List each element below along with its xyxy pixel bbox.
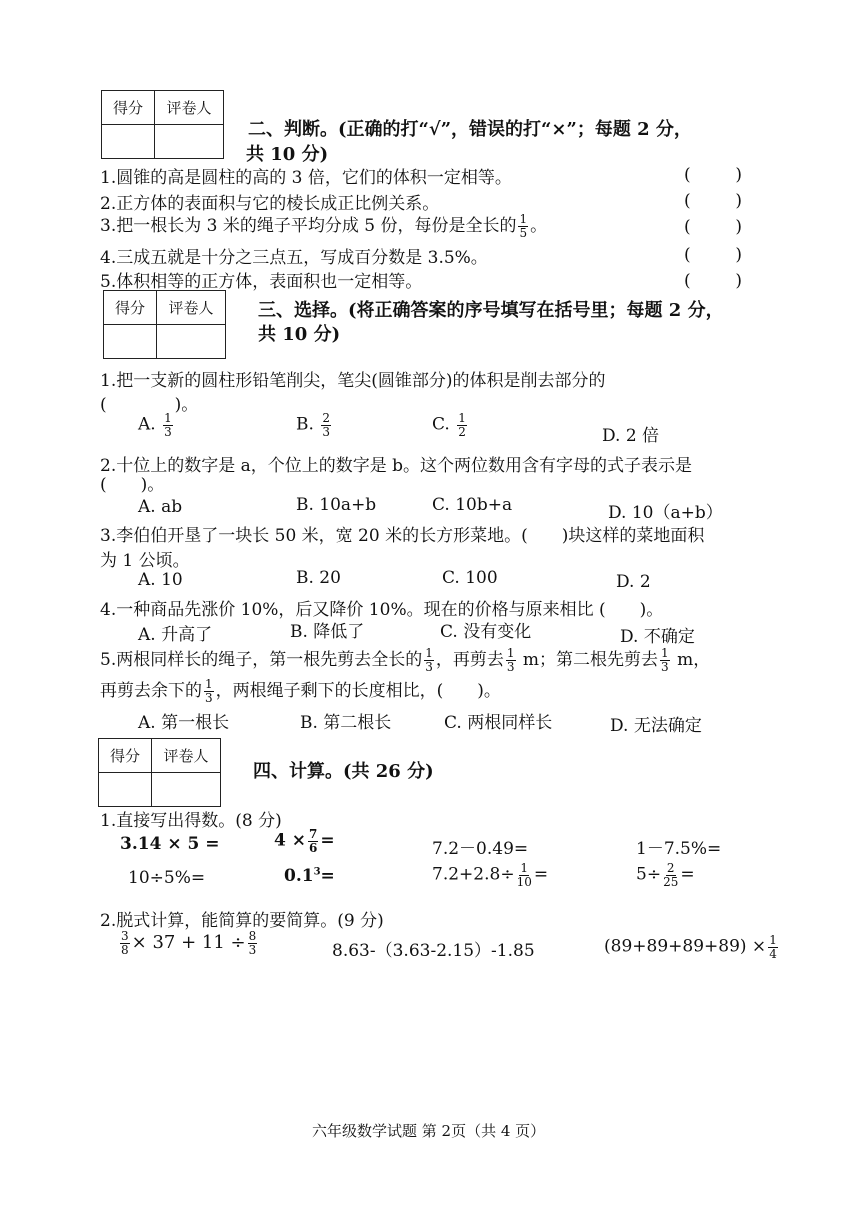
option-a: A. $\frac{1}{3}$ bbox=[138, 411, 172, 439]
answer-blank[interactable]: ( ) bbox=[684, 191, 742, 211]
choice-q3: 3.李伯伯开垦了一块长 50 米，宽 20 米的长方形菜地。( )块这样的菜地面积 bbox=[100, 526, 705, 546]
option-b: B. 第二根长 bbox=[300, 713, 392, 733]
score-cell bbox=[104, 325, 157, 359]
choice-q4: 4.一种商品先涨价 10%，后又降价 10%。现在的价格与原来相比 ( )。 bbox=[100, 600, 664, 620]
score-label: 得分 bbox=[104, 291, 157, 325]
option-b: B. 20 bbox=[296, 568, 341, 588]
calc-expr-2: 8.63-（3.63-2.15）-1.85 bbox=[332, 941, 535, 961]
judge-item-2: 2.正方体的表面积与它的棱长成正比例关系。 bbox=[100, 194, 440, 214]
choice-q2-blank[interactable]: ( )。 bbox=[100, 475, 165, 495]
grader-cell bbox=[157, 325, 226, 359]
calc-q: 4 × $\frac{7}{6}$ = bbox=[274, 827, 335, 855]
option-d: D. 2 倍 bbox=[602, 426, 660, 446]
option-c: C. 10b+a bbox=[432, 495, 513, 515]
option-c: C. $\frac{1}{2}$ bbox=[432, 411, 466, 439]
calc-part-2: 2.脱式计算，能简算的要简算。(9 分) bbox=[100, 911, 384, 931]
option-a: A. 10 bbox=[138, 570, 183, 590]
choice-title-2: 共 10 分) bbox=[258, 324, 341, 345]
option-c: C. 100 bbox=[442, 568, 498, 588]
calc-q: $0.1^3=$ bbox=[284, 866, 335, 886]
option-c: C. 两根同样长 bbox=[444, 713, 553, 733]
answer-blank[interactable]: ( ) bbox=[684, 245, 742, 265]
grader-label: 评卷人 bbox=[152, 739, 221, 773]
option-d: D. 无法确定 bbox=[610, 716, 702, 736]
fraction: $\frac{1}{5}$ bbox=[519, 212, 528, 240]
answer-blank[interactable]: ( ) bbox=[684, 271, 742, 291]
grader-label: 评卷人 bbox=[157, 291, 226, 325]
score-label: 得分 bbox=[99, 739, 152, 773]
answer-blank[interactable]: ( ) bbox=[684, 217, 742, 237]
calc-expr-1: $\frac{3}{8}$ × 37 + 11 ÷ $\frac{8}{3}$ bbox=[121, 929, 257, 957]
calc-part-1: 1.直接写出得数。(8 分) bbox=[100, 811, 282, 831]
choice-q1-blank[interactable]: ( )。 bbox=[100, 395, 199, 415]
option-a: A. ab bbox=[138, 497, 183, 517]
choice-q2: 2.十位上的数字是 a，个位上的数字是 b。这个两位数用含有字母的式子表示是 bbox=[100, 456, 693, 476]
option-b: B. $\frac{2}{3}$ bbox=[296, 411, 330, 439]
choice-title: 三、选择。(将正确答案的序号填写在括号里；每题 2 分， bbox=[258, 300, 724, 321]
judge-title-2: 共 10 分) bbox=[246, 144, 329, 165]
judge-item-4: 4.三成五就是十分之三点五，写成百分数是 3.5%。 bbox=[100, 248, 488, 268]
option-d: D. 不确定 bbox=[620, 627, 695, 647]
option-a: A. 第一根长 bbox=[138, 713, 230, 733]
choice-q5-2: 再剪去余下的 $\frac{1}{3}$ ，两根绳子剩下的长度相比，( )。 bbox=[100, 677, 501, 705]
judge-item-5: 5.体积相等的正方体，表面积也一定相等。 bbox=[100, 272, 423, 292]
score-cell bbox=[99, 773, 152, 807]
score-table-judge bbox=[101, 90, 224, 159]
calc-q: 7.2+2.8÷ $\frac{1}{10}$ = bbox=[432, 861, 549, 889]
judge-item-3: 3.把一根长为 3 米的绳子平均分成 5 份，每份是全长的 $\frac{1}{5}$ 。 bbox=[100, 212, 548, 240]
choice-q5: 5.两根同样长的绳子，第一根先剪去全长的 $\frac{1}{3}$ ，再剪去 $\frac{1}{3}$ m；第二根先剪去 $\frac{1}{3}$ m， bbox=[100, 646, 711, 674]
score-cell bbox=[102, 125, 155, 159]
score-table-calc bbox=[98, 738, 221, 807]
option-d: D. 10（a+b） bbox=[608, 503, 723, 523]
grader-cell bbox=[152, 773, 221, 807]
option-d: D. 2 bbox=[616, 572, 651, 592]
calc-q: 3.14 × 5 = bbox=[120, 834, 220, 854]
grader-label: 评卷人 bbox=[155, 91, 224, 125]
calc-expr-3: (89+89+89+89) × $\frac{1}{4}$ bbox=[604, 933, 777, 961]
option-a: A. 升高了 bbox=[138, 625, 213, 645]
option-b: B. 10a+b bbox=[296, 495, 377, 515]
page-footer: 六年级数学试题 第 2页（共 4 页） bbox=[312, 1122, 546, 1140]
calc-q: 5÷ $\frac{2}{25}$ = bbox=[636, 861, 695, 889]
judge-item-1: 1.圆锥的高是圆柱的高的 3 倍，它们的体积一定相等。 bbox=[100, 168, 512, 188]
calc-q: 10÷5%= bbox=[128, 868, 206, 888]
score-label: 得分 bbox=[102, 91, 155, 125]
answer-blank[interactable]: ( ) bbox=[684, 165, 742, 185]
choice-q3-2: 为 1 公顷。 bbox=[100, 551, 190, 571]
calc-q: 7.2－0.49= bbox=[432, 839, 529, 859]
score-table-choice bbox=[103, 290, 226, 359]
grader-cell bbox=[155, 125, 224, 159]
judge-title: 二、判断。(正确的打“√”，错误的打“×”；每题 2 分， bbox=[248, 119, 692, 140]
choice-q1: 1.把一支新的圆柱形铅笔削尖，笔尖(圆锥部分)的体积是削去部分的 bbox=[100, 371, 606, 391]
calc-title: 四、计算。(共 26 分) bbox=[253, 761, 434, 782]
calc-q: 1－7.5%= bbox=[636, 839, 722, 859]
option-c: C. 没有变化 bbox=[440, 622, 532, 642]
option-b: B. 降低了 bbox=[290, 622, 365, 642]
